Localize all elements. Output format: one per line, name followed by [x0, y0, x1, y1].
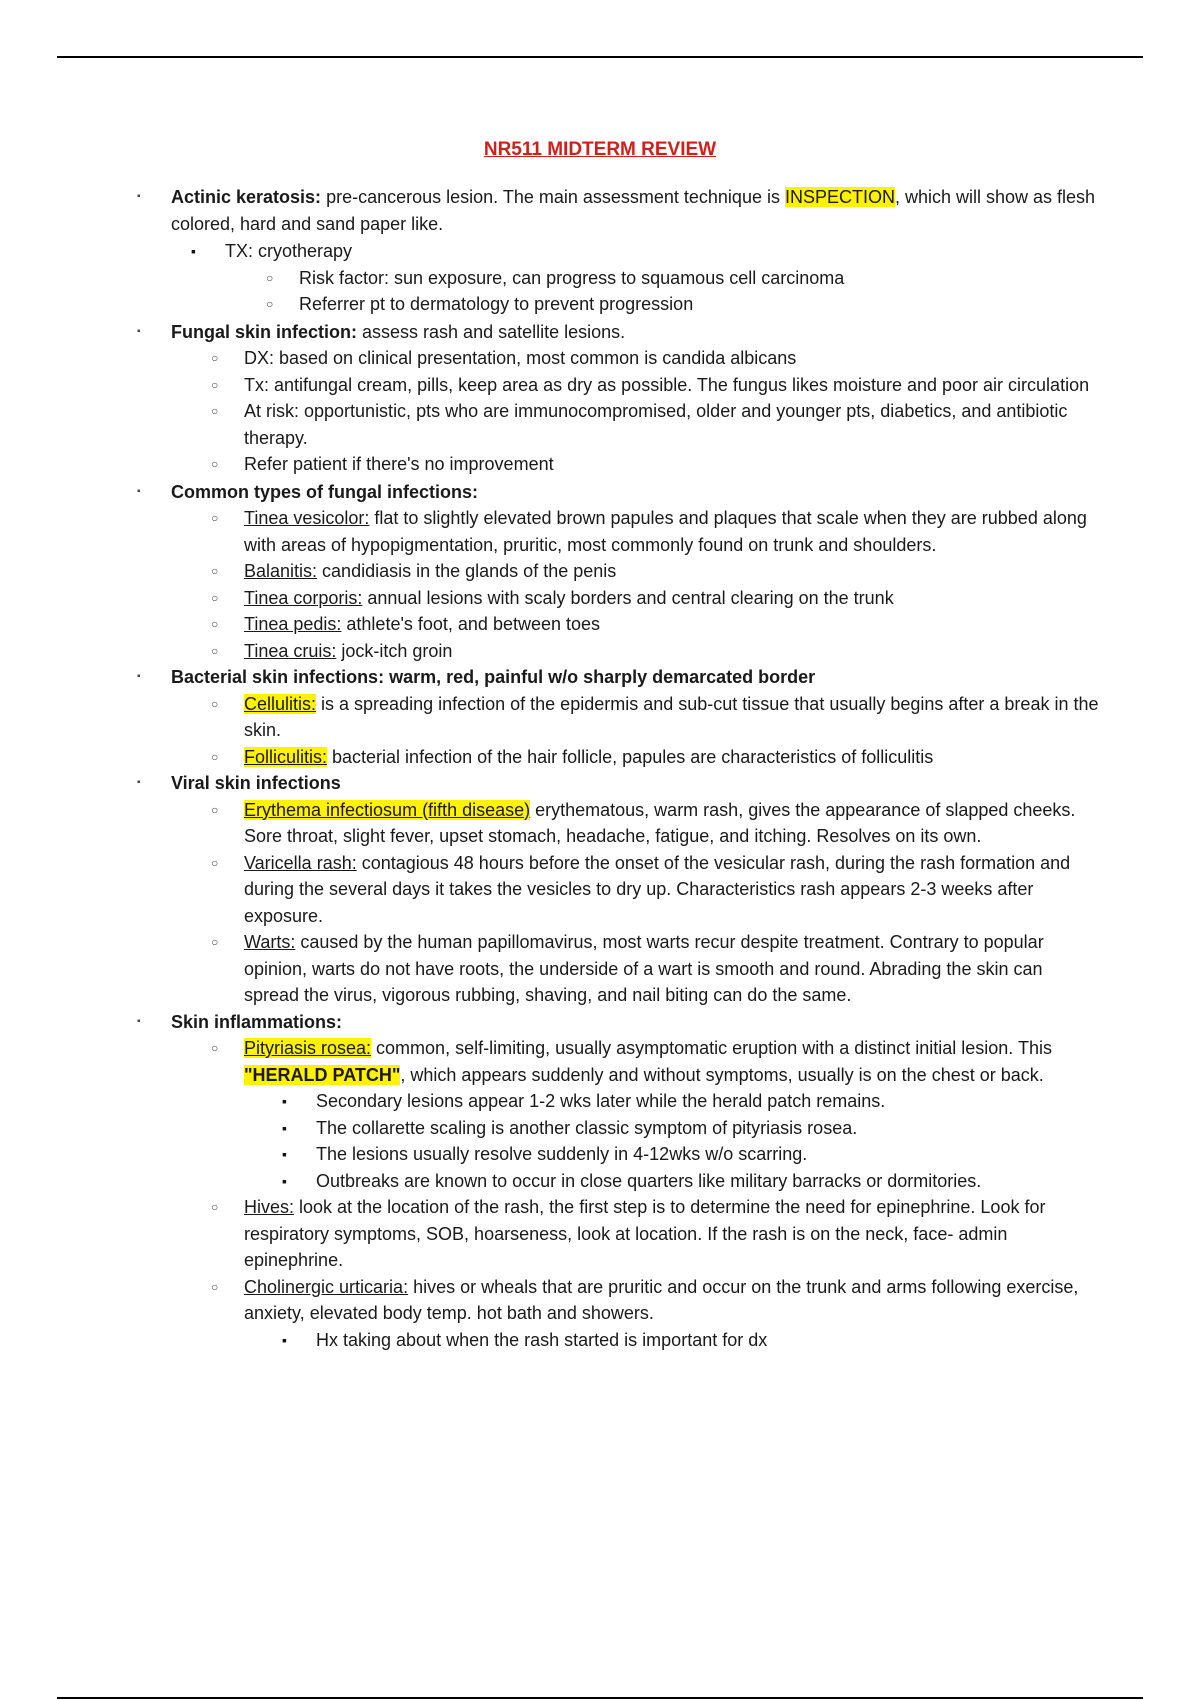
section-viral — [137, 770, 1101, 797]
list-item — [282, 1327, 1101, 1354]
bullet-circle-icon: ○ — [211, 511, 219, 525]
list-item — [211, 611, 1101, 638]
bullet-square-icon: ▪ — [282, 1093, 287, 1109]
term-highlight: Erythema infectiosum (fifth disease) — [244, 799, 531, 820]
term-actinic-keratosis: Actinic keratosis: — [171, 187, 322, 207]
list-item — [211, 744, 1101, 771]
bullet-circle-icon: ○ — [211, 351, 219, 365]
list-item — [266, 265, 1101, 292]
text: Referrer pt to dermatology to prevent progression — [299, 294, 694, 314]
list-item — [211, 1194, 1101, 1274]
list-item — [211, 585, 1101, 612]
bullet-circle-icon: ○ — [211, 643, 219, 658]
bullet-square-icon: ▪ — [282, 1119, 287, 1136]
term: Tinea cruis: — [244, 640, 337, 661]
page-title: NR511 MIDTERM REVIEW — [483, 139, 717, 160]
text: Outbreaks are known to occur in close quarters like military barracks or dormitories. — [316, 1170, 982, 1191]
text: Tx: antifungal cream, pills, keep area as dry as possible. The fungus likes moisture and poor air circulation — [244, 374, 1090, 395]
list-item — [211, 691, 1101, 744]
bullet-circle-icon: ○ — [211, 564, 219, 578]
bullet-dot-icon: ▪ — [137, 1015, 141, 1027]
text: DX: based on clinical presentation, most common is candida albicans — [244, 348, 797, 368]
list-item — [211, 345, 1101, 372]
text: , which will show as flesh colored, hard and sand paper like. — [171, 187, 1096, 234]
text: hives or wheals that are pruritic and occur on the trunk and arms following exercise, anxiety, elevated body temp. hot bath and showers. — [244, 1276, 1079, 1323]
bullet-circle-icon: ○ — [211, 1279, 219, 1294]
text: assess rash and satellite lesions. — [357, 321, 626, 342]
text: pre-cancerous lesion. The main assessment technique is — [321, 187, 785, 207]
header-rule — [57, 56, 1143, 58]
term-highlight: Folliculitis: — [244, 746, 328, 767]
bullet-dot-icon: ▪ — [137, 191, 141, 202]
list-item — [282, 1141, 1101, 1168]
list-item — [211, 797, 1101, 850]
bullet-circle-icon: ○ — [211, 696, 219, 711]
list-item — [211, 1274, 1101, 1327]
list-item — [266, 291, 1101, 318]
bullet-dot-icon: ▪ — [137, 777, 141, 788]
text: annual lesions with scaly borders and central clearing on the trunk — [362, 587, 894, 608]
term: Tinea vesicolor: — [244, 508, 370, 528]
bullet-square-icon: ▪ — [282, 1146, 287, 1162]
list-item — [211, 638, 1101, 665]
term-fungal: Fungal skin infection: — [171, 321, 358, 342]
bullet-circle-icon: ○ — [211, 1041, 219, 1055]
term-bacterial: Bacterial skin infections: warm, red, painful w/o sharply demarcated border — [171, 667, 816, 687]
text: The collarette scaling is another classic symptom of pityriasis rosea. — [316, 1117, 858, 1138]
text: athlete's foot, and between toes — [341, 614, 601, 634]
list-item — [211, 850, 1101, 930]
document-body — [137, 184, 1101, 1353]
text: caused by the human papillomavirus, most warts recur despite treatment. Contrary to popular opinion, warts do not have roots, the underside of a wart is smooth and round. Abrading the skin can spread the virus, vigorous rubbing, shaving, and nail biting can do the same. — [244, 932, 1044, 1005]
list-item — [211, 1035, 1101, 1088]
bullet-circle-icon: ○ — [211, 935, 219, 949]
bullet-circle-icon: ○ — [211, 590, 219, 605]
term: Balanitis: — [244, 561, 318, 581]
list-item — [191, 238, 1101, 265]
bullet-dot-icon: ▪ — [137, 671, 141, 682]
term-inflammation: Skin inflammations: — [171, 1011, 343, 1032]
text: is a spreading infection of the epidermis and sub-cut tissue that usually begins after a break in the skin. — [244, 693, 1099, 740]
section-fungal — [137, 319, 1101, 346]
term: Cholinergic urticaria: — [244, 1276, 409, 1297]
bullet-circle-icon: ○ — [211, 1200, 219, 1214]
text: At risk: opportunistic, pts who are immunocompromised, older and younger pts, diabetics, and antibiotic therapy. — [244, 401, 1068, 448]
term: Hives: — [244, 1197, 295, 1217]
bullet-circle-icon: ○ — [266, 297, 274, 311]
text: jock-itch groin — [336, 640, 453, 661]
term: Tinea pedis: — [244, 614, 342, 634]
list-item — [211, 451, 1101, 478]
text: common, self-limiting, usually asymptomatic eruption with a distinct initial lesion. This — [371, 1038, 1052, 1058]
bullet-square-icon: ▪ — [282, 1331, 287, 1348]
highlight-inspection: INSPECTION — [784, 187, 895, 207]
list-item — [282, 1168, 1101, 1195]
term: Warts: — [244, 932, 296, 952]
footer-rule — [57, 1697, 1143, 1699]
text: look at the location of the rash, the first step is to determine the need for epinephrine. Look for respiratory symptoms, SOB, hoarseness, look at location. If the rash is on the neck, face- admin epinephrine. — [244, 1197, 1046, 1270]
term-common-fungal: Common types of fungal infections: — [171, 481, 479, 502]
bullet-square-icon: ▪ — [191, 243, 196, 259]
bullet-circle-icon: ○ — [211, 749, 219, 764]
text: Refer patient if there's no improvement — [244, 454, 554, 474]
section-inflammation — [137, 1009, 1101, 1036]
bullet-circle-icon: ○ — [211, 377, 219, 392]
section-common-fungal — [137, 479, 1101, 506]
text: The lesions usually resolve suddenly in 4-12wks w/o scarring. — [316, 1144, 808, 1164]
term-highlight: Cellulitis: — [244, 693, 317, 714]
bullet-dot-icon: ▪ — [137, 485, 141, 497]
highlight-herald-patch: "HERALD PATCH" — [244, 1064, 401, 1085]
list-item — [211, 558, 1101, 585]
text: Risk factor: sun exposure, can progress to squamous cell carcinoma — [299, 267, 845, 288]
bullet-circle-icon: ○ — [211, 855, 219, 870]
text: Hx taking about when the rash started is important for dx — [316, 1329, 768, 1350]
section-actinic-keratosis — [137, 184, 1101, 237]
text: contagious 48 hours before the onset of the vesicular rash, during the rash formation and during the several days it takes the vesicles to dry up. Characteristics rash appears 2-3 weeks after exposure. — [244, 852, 1071, 926]
bullet-circle-icon: ○ — [266, 270, 274, 285]
list-item — [282, 1088, 1101, 1115]
term: Varicella rash: — [244, 852, 357, 873]
text: bacterial infection of the hair follicle, papules are characteristics of folliculitis — [327, 746, 934, 767]
list-item — [282, 1115, 1101, 1142]
term-highlight: Pityriasis rosea: — [244, 1038, 372, 1058]
bullet-circle-icon: ○ — [211, 802, 219, 817]
list-item — [211, 372, 1101, 399]
text: TX: cryotherapy — [225, 241, 353, 261]
bullet-square-icon: ▪ — [282, 1172, 287, 1189]
list-item — [211, 505, 1101, 558]
bullet-circle-icon: ○ — [211, 457, 219, 471]
text: , which appears suddenly and without symptoms, usually is on the chest or back. — [400, 1064, 1044, 1085]
list-item — [211, 929, 1101, 1009]
text: erythematous, warm rash, gives the appearance of slapped cheeks. Sore throat, slight fever, upset stomach, headache, fatigue, and itching. Resolves on its own. — [244, 799, 1076, 846]
bullet-circle-icon: ○ — [211, 404, 219, 418]
bullet-dot-icon: ▪ — [137, 325, 141, 337]
text: Secondary lesions appear 1-2 wks later while the herald patch remains. — [316, 1091, 886, 1111]
section-bacterial — [137, 664, 1101, 691]
term: Tinea corporis: — [244, 587, 363, 608]
bullet-circle-icon: ○ — [211, 617, 219, 631]
text: candidiasis in the glands of the penis — [317, 561, 617, 581]
text: flat to slightly elevated brown papules and plaques that scale when they are rubbed along with areas of hypopigmentation, pruritic, most commonly found on trunk and shoulders. — [244, 508, 1087, 555]
list-item — [211, 398, 1101, 451]
term-viral: Viral skin infections — [171, 773, 341, 793]
